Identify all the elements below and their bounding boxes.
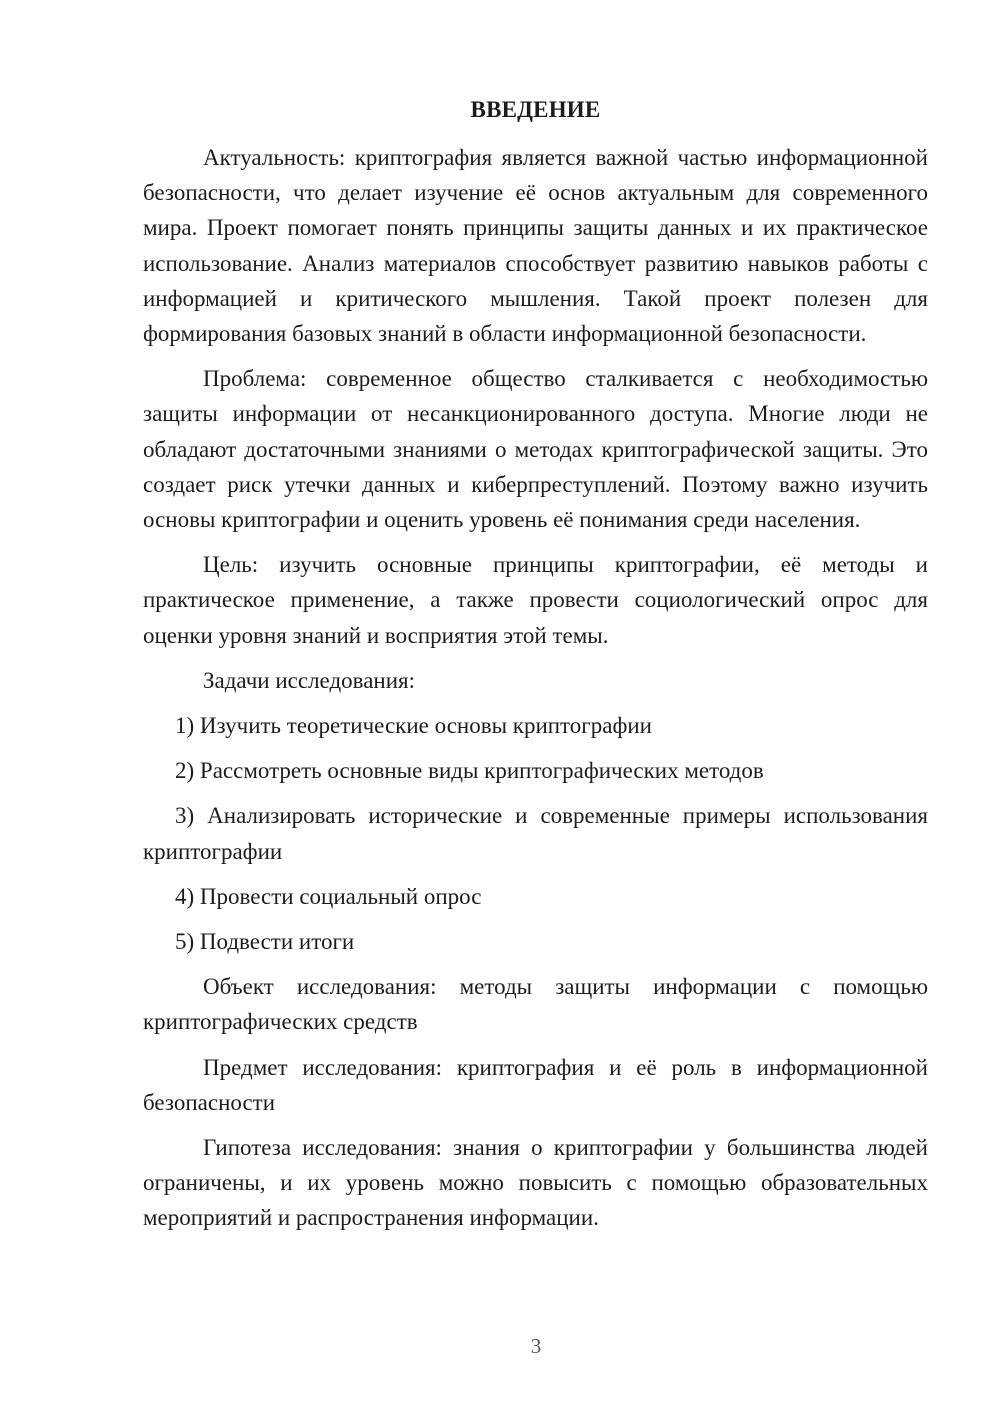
page-title: ВВЕДЕНИЕ: [470, 97, 601, 122]
paragraph-hypothesis: Гипотеза исследования: знания о криптографии у большинства людей ограничены, и их уровень можно повысить с помощью образовательных мероприятий и распространения информации.: [143, 1135, 928, 1231]
list-item: 5) Подвести итоги: [175, 929, 355, 955]
paragraph-subject: Предмет исследования: криптография и её роль в информационной безопасности: [143, 1054, 928, 1115]
tasks-heading: Задачи исследования:: [203, 667, 416, 693]
paragraph-goal: Цель: изучить основные принципы криптографии, её методы и практическое применение, а также провести социологический опрос для оценки уровня знаний и восприятия этой темы.: [143, 552, 928, 648]
page-number: 3: [530, 1334, 542, 1358]
paragraph-object: Объект исследования: методы защиты информации с помощью криптографических средств: [143, 974, 928, 1035]
paragraph-problem: Проблема: современное общество сталкивается с необходимостью защиты информации от несанкционированного доступа. Многие люди не обладают достаточными знаниями о методах криптографической защиты. Это создает риск утечки данных и киберпреступлений. Поэтому важно изучить основы криптографии и оценить уровень её понимания среди населения.: [143, 366, 928, 533]
list-item: 2) Рассмотреть основные виды криптографических методов: [175, 758, 764, 784]
list-item: 3) Анализировать исторические и современные примеры использования криптографии: [143, 803, 928, 864]
paragraph-relevance: Актуальность: криптография является важной частью информационной безопасности, что делает изучение её основ актуальным для современного мира. Проект помогает понять принципы защиты данных и их практическое использование. Анализ материалов способствует развитию навыков работы с информацией и критического мышления. Такой проект полезен для формирования базовых знаний в области информационной безопасности.: [143, 145, 928, 347]
list-item: 4) Провести социальный опрос: [175, 883, 482, 909]
tasks-list: [143, 708, 928, 959]
page-content: [143, 92, 928, 1236]
list-item: 1) Изучить теоретические основы криптографии: [175, 713, 652, 739]
